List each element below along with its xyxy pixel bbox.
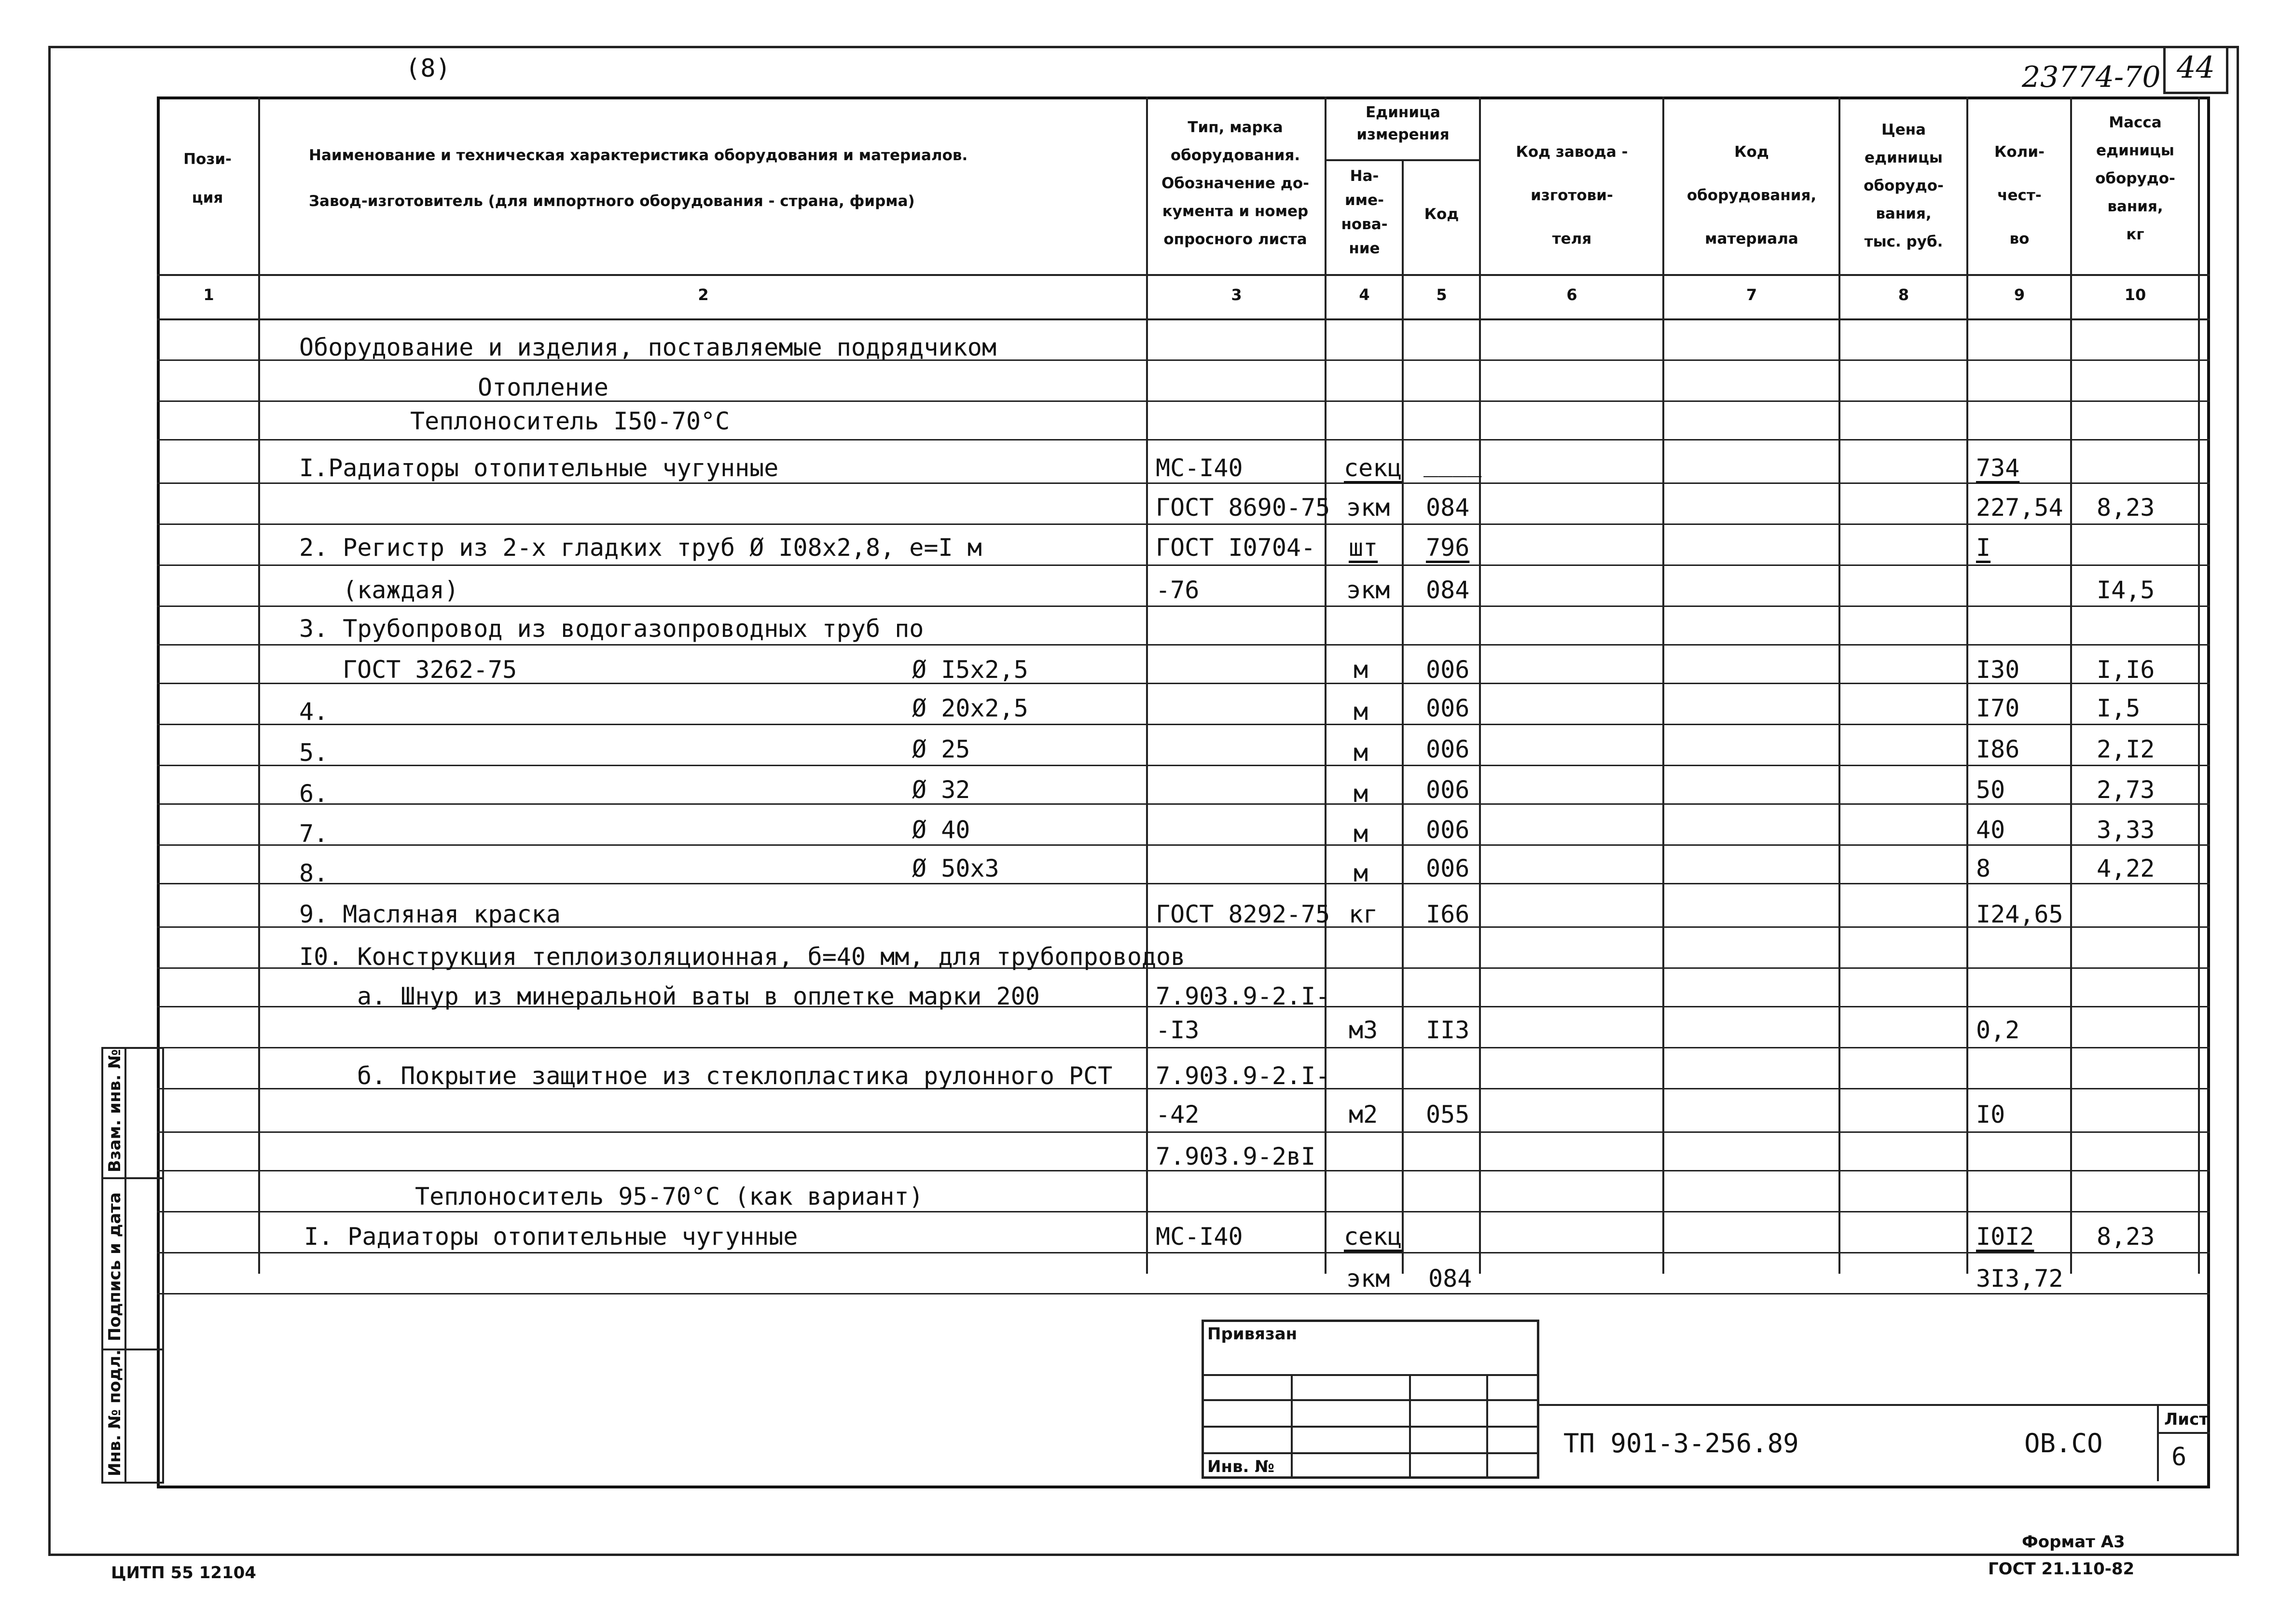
row-11-name: 5. (299, 739, 329, 767)
footer-gost: ГОСТ 21.110-82 (1988, 1559, 2135, 1579)
pb-line-4 (1202, 1452, 1539, 1454)
colnum-10: 10 (2124, 286, 2146, 304)
row-separator (157, 564, 2210, 566)
row-10-unit: м (1354, 698, 1368, 726)
col-line-9 (2070, 96, 2072, 1274)
colnum-2: 2 (698, 286, 709, 304)
row-04-unit: секц (1344, 454, 1402, 482)
row-09-name: ГОСТ 3262-75 (343, 656, 517, 684)
title-line-top (1539, 1404, 2210, 1406)
col-line-6 (1662, 96, 1664, 1274)
row-23-name: I. Радиаторы отопительные чугунные (304, 1223, 798, 1251)
col-line-2 (1146, 96, 1148, 1274)
row-18-unit: м3 (1349, 1016, 1378, 1044)
row-separator (157, 644, 2210, 646)
header-unit-code: Код (1424, 206, 1459, 223)
row-15-type: ГОСТ 8292-75 (1156, 900, 1330, 928)
row-24-qty: 3I3,72 (1976, 1265, 2063, 1293)
row-17-type: 7.903.9-2.I- (1156, 982, 1330, 1010)
row-10-dia: Ø 20х2,5 (912, 694, 1028, 722)
row-separator (157, 482, 2210, 484)
row-14-code: 006 (1426, 854, 1470, 882)
row-15-code: I66 (1426, 900, 1470, 928)
row-separator (157, 523, 2210, 525)
row-12-mass: 2,73 (2097, 776, 2155, 804)
row-07-name: (каждая) (343, 576, 459, 604)
colnum-6: 6 (1566, 286, 1577, 304)
row-06-type: ГОСТ I0704- (1156, 534, 1316, 562)
row-separator (157, 1131, 2210, 1133)
colnum-5: 5 (1436, 286, 1447, 304)
row-11-qty: I86 (1976, 735, 2020, 763)
pb-vline-2 (1409, 1374, 1411, 1479)
colnum-4: 4 (1359, 286, 1370, 304)
row-18-qty: 0,2 (1976, 1016, 2020, 1044)
row-05-type: ГОСТ 8690-75 (1156, 494, 1330, 522)
header-pos: Пози- ция (183, 151, 232, 206)
header-unit-group: Единица измерения (1356, 104, 1450, 143)
header-bottom-line (157, 274, 2210, 276)
row-separator (157, 724, 2210, 725)
row-08-name: 3. Трубопровод из водогазопроводных труб по (299, 615, 924, 643)
colnum-1: 1 (203, 286, 214, 304)
row-16-name: I0. Конструкция теплоизоляционная, б=40 мм, для трубопроводов (299, 943, 1186, 971)
row-separator (157, 1211, 2210, 1212)
row-06-unit: шт (1349, 534, 1378, 562)
row-separator (157, 439, 2210, 440)
colnum-8: 8 (1898, 286, 1909, 304)
row-13-unit: м (1354, 820, 1368, 848)
header-mass: Масса единицы оборудо- вания, кг (2095, 114, 2175, 243)
colnum-9: 9 (2014, 286, 2025, 304)
row-15-unit: кг (1349, 900, 1378, 928)
row-23-mass: 8,23 (2097, 1223, 2155, 1251)
row-20-qty: I0 (1976, 1101, 2005, 1129)
row-14-dia: Ø 50х3 (912, 854, 999, 882)
row-13-mass: 3,33 (2097, 816, 2155, 844)
row-20-code: 055 (1426, 1101, 1470, 1129)
row-05-unit: экм (1346, 494, 1390, 522)
row-15-qty: I24,65 (1976, 900, 2063, 928)
row-09-mass: I,I6 (2097, 656, 2155, 684)
row-06-code: 796 (1426, 534, 1470, 562)
row-11-dia: Ø 25 (912, 735, 970, 763)
colnum-bottom-line (157, 318, 2210, 320)
colnum-3: 3 (1231, 286, 1242, 304)
row-13-qty: 40 (1976, 816, 2005, 844)
header-unit-name: На- име- нова- ние (1341, 167, 1388, 257)
row-01-name: Оборудование и изделия, поставляемые подрядчиком (299, 333, 996, 361)
row-07-mass: I4,5 (2097, 576, 2155, 604)
row-10-mass: I,5 (2097, 694, 2141, 722)
row-05-mass: 8,23 (2097, 494, 2155, 522)
pb-vline-3 (1486, 1374, 1488, 1479)
row-19-type: 7.903.9-2.I- (1156, 1062, 1330, 1090)
row-22-name: Теплоноситель 95-70°С (как вариант) (415, 1183, 924, 1211)
row-separator (157, 1047, 2210, 1048)
row-separator (157, 400, 2210, 402)
col-line-7 (1838, 96, 1840, 1274)
row-24-unit: экм (1346, 1265, 1390, 1293)
row-14-name: 8. (299, 859, 329, 887)
row-04-name: I.Радиаторы отопительные чугунные (299, 454, 779, 482)
row-03-name: Теплоноситель I50-70°С (410, 407, 730, 435)
sheet-divider (2157, 1404, 2159, 1481)
designation: ТП 901-3-256.89 (1563, 1428, 1799, 1459)
row-06-qty: I (1976, 534, 1991, 562)
header-factory-code: Код завода - изготови- теля (1516, 143, 1628, 248)
row-12-unit: м (1354, 780, 1368, 808)
col-line-4 (1402, 159, 1404, 1274)
row-10-name: 4. (299, 698, 329, 726)
row-23-unit: секц (1344, 1223, 1402, 1251)
row-10-qty: I70 (1976, 694, 2020, 722)
row-19-name: б. Покрытие защитное из стеклопластика рулонного РСТ (357, 1062, 1113, 1090)
row-06-name: 2. Регистр из 2-х гладких труб Ø I08х2,8, е=I м (299, 534, 982, 562)
pb-line-1 (1202, 1374, 1539, 1376)
row-02-name: Отопление (478, 373, 608, 401)
row-12-qty: 50 (1976, 776, 2005, 804)
row-07-type: -76 (1156, 576, 1200, 604)
row-09-unit: м (1354, 656, 1368, 684)
col-line-1 (258, 96, 260, 1274)
sheet-line (2157, 1432, 2210, 1434)
side-stamp-line-1 (101, 1177, 164, 1179)
row-separator (157, 1293, 2210, 1294)
row-separator (157, 765, 2210, 766)
top-label: (8) (405, 54, 451, 83)
row-separator (157, 606, 2210, 607)
col-line-5 (1479, 96, 1481, 1274)
row-11-code: 006 (1426, 735, 1470, 763)
col-line-10 (2198, 96, 2200, 1274)
row-14-mass: 4,22 (2097, 854, 2155, 882)
row-04-code: ____ (1423, 449, 1482, 477)
row-23-qty: I0I2 (1976, 1223, 2034, 1251)
inv-no-label: Инв. № (1207, 1457, 1275, 1476)
row-18-code: II3 (1426, 1016, 1470, 1044)
row-14-unit: м (1354, 859, 1368, 887)
header-name: Наименование и техническая характеристика оборудования и материалов. Завод-изготовитель (для импортного оборудования - страна, фирма) (309, 147, 968, 210)
row-20-unit: м2 (1349, 1101, 1378, 1129)
row-12-code: 006 (1426, 776, 1470, 804)
row-09-qty: I30 (1976, 656, 2020, 684)
row-23-type: МС-I40 (1156, 1223, 1243, 1251)
pb-line-3 (1202, 1426, 1539, 1428)
footer-left: ЦИТП 55 12104 (111, 1563, 256, 1583)
doc-mark: ОВ.СО (2024, 1428, 2103, 1459)
row-05-code: 084 (1426, 494, 1470, 522)
row-21-type: 7.903.9-2вI (1156, 1142, 1316, 1170)
header-type: Тип, марка оборудования. Обозначение до- кумента и номер опросного листа (1161, 119, 1310, 248)
row-11-mass: 2,I2 (2097, 735, 2155, 763)
col-line-8 (1966, 96, 1968, 1274)
side-inv-podl: Инв. № подл. (105, 1349, 124, 1476)
row-10-code: 006 (1426, 694, 1470, 722)
header-equipment-code: Код оборудования, материала (1686, 143, 1817, 248)
row-07-unit: экм (1346, 576, 1390, 604)
row-12-name: 6. (299, 780, 329, 808)
pb-line-2 (1202, 1399, 1539, 1401)
side-vzam: Взам. инв. № (105, 1049, 124, 1172)
row-separator (157, 1252, 2210, 1253)
row-07-code: 084 (1426, 576, 1470, 604)
row-04-qty: 734 (1976, 454, 2020, 482)
row-18-type: -I3 (1156, 1016, 1200, 1044)
row-12-dia: Ø 32 (912, 776, 970, 804)
row-13-name: 7. (299, 820, 329, 848)
row-11-unit: м (1354, 739, 1368, 767)
colnum-7: 7 (1746, 286, 1757, 304)
row-separator (157, 803, 2210, 805)
row-15-name: 9. Масляная краска (299, 900, 561, 928)
row-separator (157, 844, 2210, 846)
row-20-type: -42 (1156, 1101, 1200, 1129)
page-box (2163, 46, 2228, 94)
row-13-code: 006 (1426, 816, 1470, 844)
row-14-qty: 8 (1976, 854, 1991, 882)
row-separator (157, 883, 2210, 884)
footer-format: Формат А3 (2022, 1532, 2125, 1552)
header-price: Цена единицы оборудо- вания, тыс. руб. (1864, 121, 1944, 250)
row-05-qty: 227,54 (1976, 494, 2063, 522)
row-17-name: а. Шнур из минеральной ваты в оплетке марки 200 (357, 982, 1040, 1010)
handwritten-number: 23774-70 (2022, 60, 2161, 94)
row-09-code: 006 (1426, 656, 1470, 684)
row-09-dia: Ø I5х2,5 (912, 656, 1028, 684)
row-04-type: МС-I40 (1156, 454, 1243, 482)
pb-vline-1 (1291, 1374, 1293, 1479)
side-podpis: Подпись и дата (105, 1192, 124, 1341)
side-stamp-divider (124, 1047, 126, 1484)
privyazan-label: Привязан (1207, 1324, 1298, 1344)
page-box-number: 44 (2177, 50, 2215, 85)
row-13-dia: Ø 40 (912, 816, 970, 844)
sheet-number: 6 (2171, 1443, 2187, 1472)
header-qty: Коли- чест- во (1994, 143, 2045, 248)
sheet-label: Лист (2164, 1410, 2209, 1429)
row-24-code: 084 (1428, 1265, 1472, 1293)
table-frame (157, 96, 2210, 1488)
col-line-3 (1325, 96, 1327, 1274)
